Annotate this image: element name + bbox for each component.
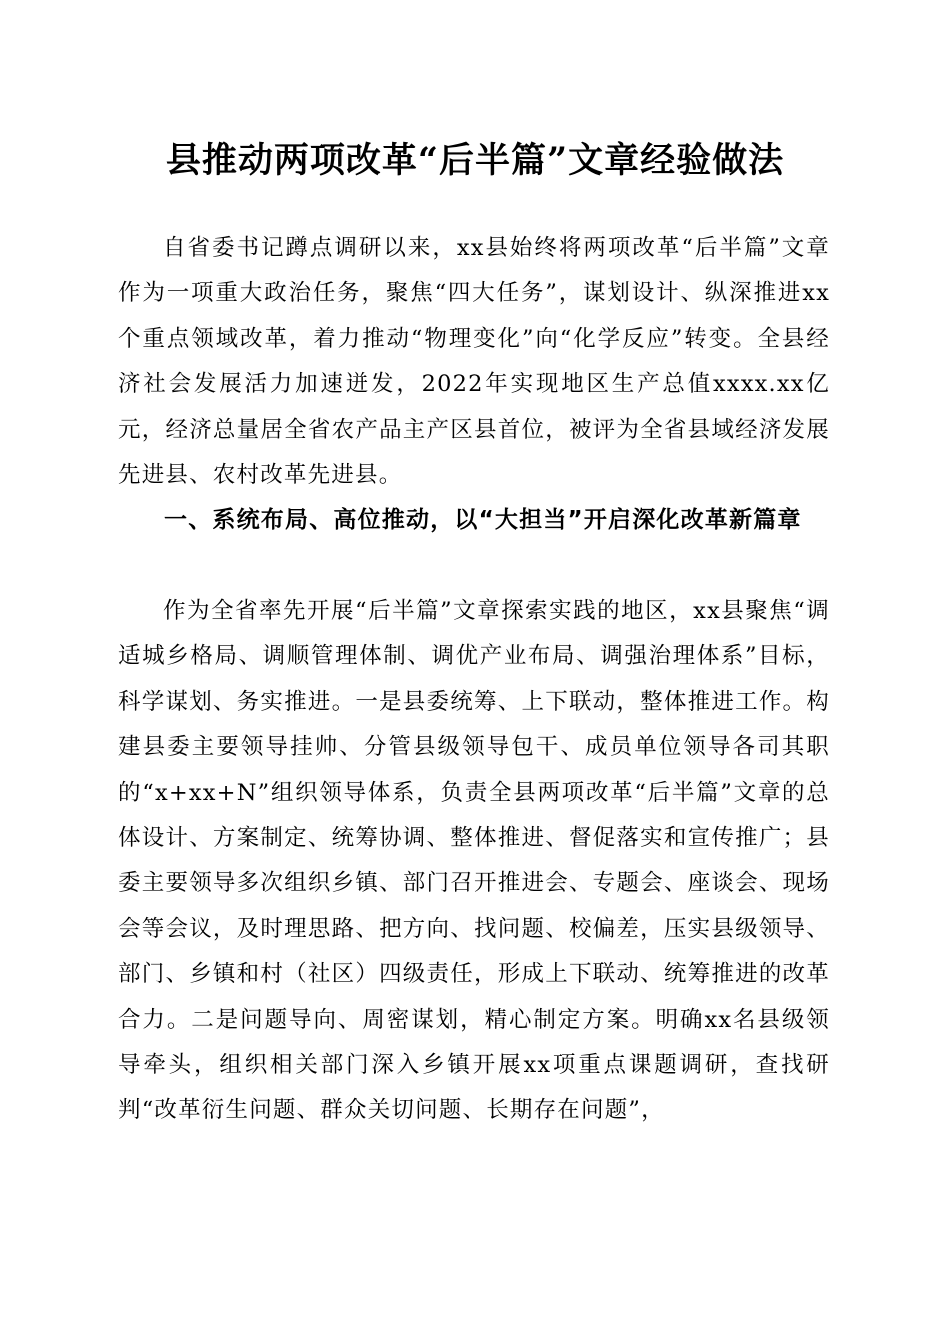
intro-paragraph: 自省委书记蹲点调研以来，xx县始终将两项改革“后半篇”文章作为一项重大政治任务，聚焦“四大任务”，谋划设计、纵深推进xx个重点领域改革，着力推动“物理变化”向“化学反应”转变。全县经济社会发展活力加速迸发，2022年实现地区生产总值xxxx.xx亿元，经济总量居全省农产品主产区县首位，被评为全省县域经济发展先进县、农村改革先进县。 — [118, 235, 830, 489]
document-title: 县推动两项改革“后半篇”文章经验做法 — [165, 140, 785, 181]
section-1-paragraph: 作为全省率先开展“后半篇”文章探索实践的地区，xx县聚焦“调适城乡格局、调顺管理体制、调优产业布局、调强治理体系”目标，科学谋划、务实推进。一是县委统筹、上下联动，整体推进工作。构建县委主要领导挂帅、分管县级领导包干、成员单位领导各司其职的“x+xx+N”组织领导体系，负责全县两项改革“后半篇”文章的总体设计、方案制定、统筹协调、整体推进、督促落实和宣传推广；县委主要领导多次组织乡镇、部门召开推进会、专题会、座谈会、现场会等会议，及时理思路、把方向、找问题、校偏差，压实县级领导、部门、乡镇和村（社区）四级责任，形成上下联动、统筹推进的改革合力。二是问题导向、周密谋划，精心制定方案。明确xx名县级领导牵头，组织相关部门深入乡镇开展xx项重点课题调研，查找研判“改革衍生问题、群众关切问题、长期存在问题”， — [118, 598, 830, 1124]
section-heading-1: 一、系统布局、高位推动，以“大担当”开启深化改革新篇章 — [164, 507, 802, 533]
